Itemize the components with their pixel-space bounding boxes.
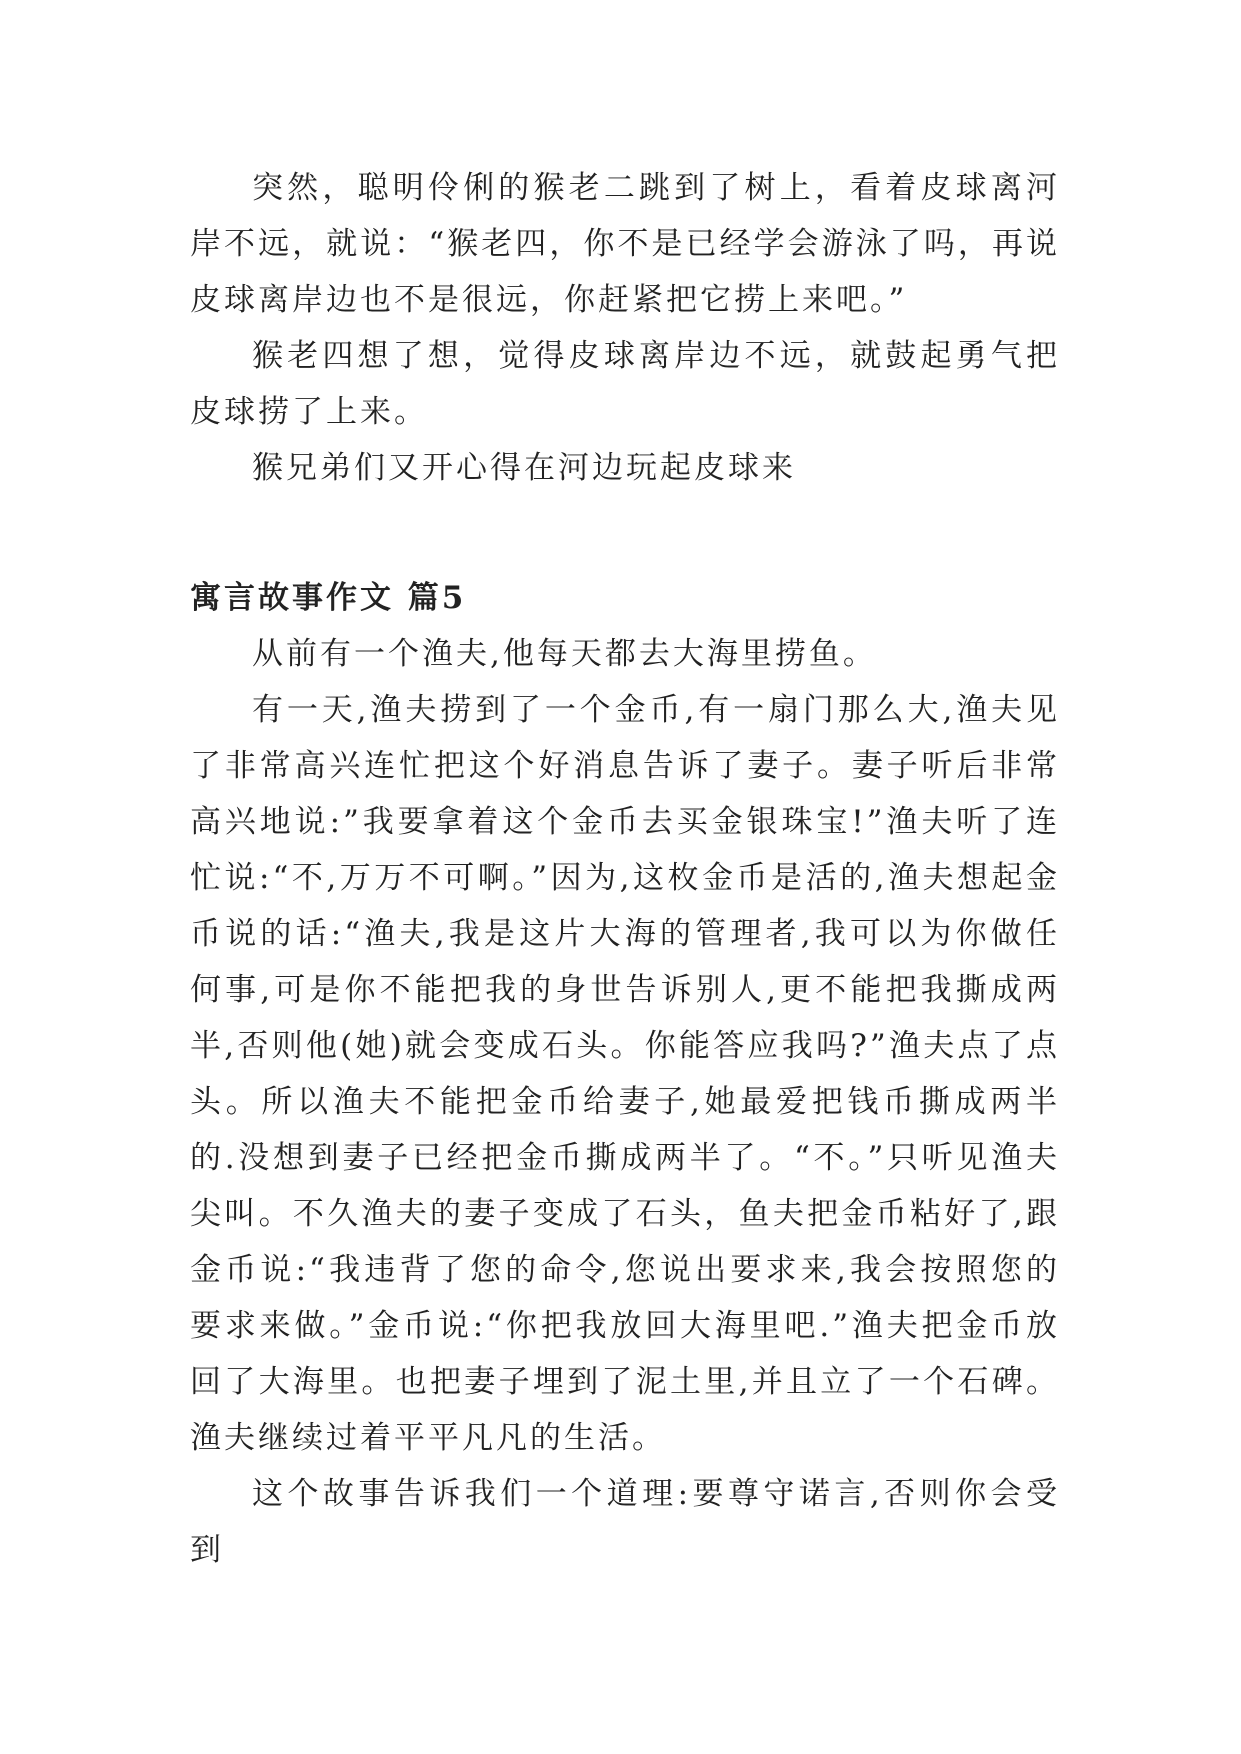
paragraph-fisherman-3: 这个故事告诉我们一个道理:要尊守诺言,否则你会受到 [190, 1476, 1060, 1568]
paragraph-monkey-ball-3: 猴兄弟们又开心得在河边玩起皮球来 [252, 450, 796, 486]
paragraph-monkey-ball-1: 突然，聪明伶俐的猴老二跳到了树上，看着皮球离河岸不远，就说：“猴老四，你不是已经学会游泳了吗，再说皮球离岸边也不是很远，你赶紧把它捞上来吧。” [190, 170, 1060, 318]
section-title: 寓言故事作文 篇5 [190, 580, 467, 616]
paragraph-monkey-ball-2: 猴老四想了想，觉得皮球离岸边不远，就鼓起勇气把皮球捞了上来。 [190, 338, 1060, 430]
paragraph-fisherman-1: 从前有一个渔夫,他每天都去大海里捞鱼。 [252, 636, 877, 672]
paragraph-fisherman-2: 有一天,渔夫捞到了一个金币,有一扇门那么大,渔夫见了非常高兴连忙把这个好消息告诉了妻子。妻子听后非常高兴地说:”我要拿着这个金币去买金银珠宝!”渔夫听了连忙说:“不,万万不可啊。”因为,这枚金币是活的,渔夫想起金币说的话:“渔夫,我是这片大海的管理者,我可以为你做任何事,可是你不能把我的身世告诉别人,更不能把我撕成两半,否则他(她)就会变成石头。你能答应我吗?”渔夫点了点头。所以渔夫不能把金币给妻子,她最爱把钱币撕成两半的.没想到妻子已经把金币撕成两半了。“不。”只听见渔夫尖叫。不久渔夫的妻子变成了石头，鱼夫把金币粘好了,跟金币说:“我违背了您的命令,您说出要求来,我会按照您的要求来做。”金币说:“你把我放回大海里吧.”渔夫把金币放回了大海里。也把妻子埋到了泥土里,并且立了一个石碑。渔夫继续过着平平凡凡的生活。 [190, 692, 1060, 1456]
document-body [190, 160, 1060, 1578]
